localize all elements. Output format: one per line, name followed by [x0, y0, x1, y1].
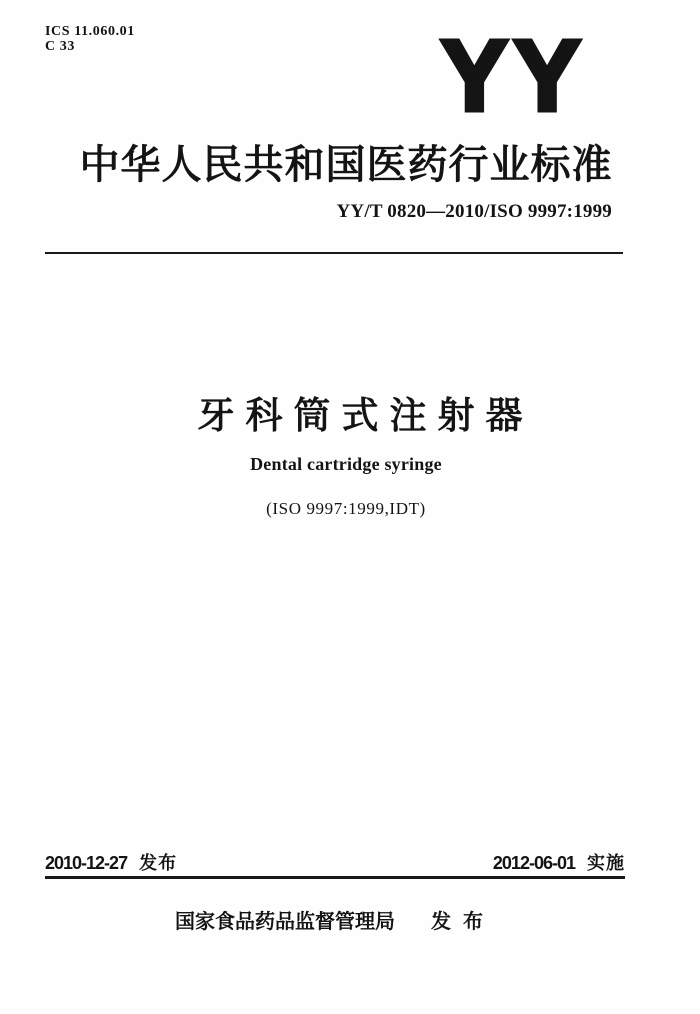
- ics-code: ICS 11.060.01: [45, 24, 135, 39]
- implement-label: 实施: [587, 853, 625, 873]
- header-divider-rule: [45, 252, 623, 254]
- standard-body-title: 中华人民共和国医药行业标准: [79, 143, 613, 187]
- yy-logo: YY: [441, 20, 587, 132]
- document-title-chinese: 牙科筒式注射器: [197, 395, 534, 436]
- release-label: 发布: [431, 911, 495, 933]
- document-title-english: Dental cartridge syringe: [250, 454, 442, 474]
- issue-date-line: [45, 849, 177, 875]
- implement-date: 2012-06-01: [492, 853, 575, 873]
- standard-number: YY/T 0820—2010/ISO 9997:1999: [336, 201, 612, 222]
- classification-code: C 33: [45, 39, 76, 54]
- issue-date: 2010-12-27: [45, 853, 128, 873]
- ics-classification-block: [45, 24, 135, 54]
- issue-label: 发布: [139, 853, 178, 873]
- publisher-name: 国家食品药品监督管理局: [175, 911, 395, 933]
- footer-divider-rule: [45, 876, 625, 879]
- implement-date-line: [493, 849, 625, 875]
- publisher-line: [0, 905, 670, 934]
- iso-equivalence-note: (ISO 9997:1999,IDT): [266, 499, 426, 518]
